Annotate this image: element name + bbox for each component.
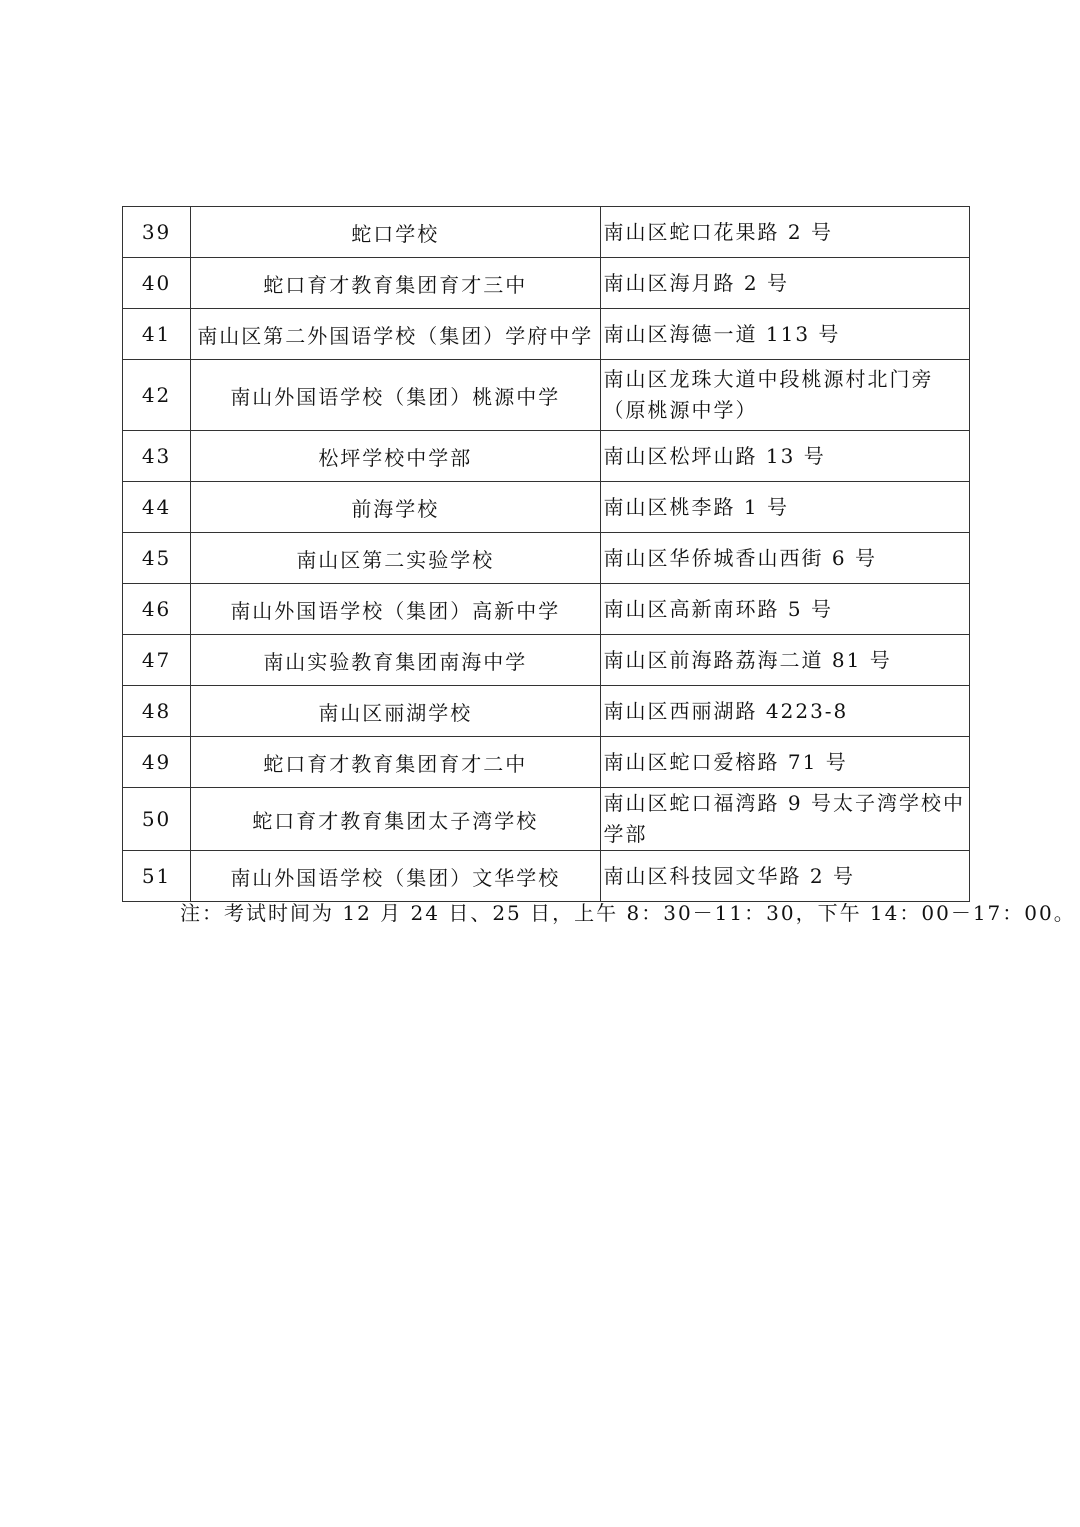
school-address: 南山区龙珠大道中段桃源村北门旁（原桃源中学）	[600, 360, 969, 431]
school-address: 南山区前海路荔海二道 81 号	[600, 635, 969, 686]
row-number: 51	[123, 851, 191, 902]
school-name: 前海学校	[191, 482, 600, 533]
school-address: 南山区科技园文华路 2 号	[600, 851, 969, 902]
row-number: 44	[123, 482, 191, 533]
row-number: 49	[123, 737, 191, 788]
school-address: 南山区蛇口爱榕路 71 号	[600, 737, 969, 788]
school-address: 南山区西丽湖路 4223-8	[600, 686, 969, 737]
school-address: 南山区海德一道 113 号	[600, 309, 969, 360]
table-row	[123, 635, 970, 686]
school-address: 南山区蛇口花果路 2 号	[600, 207, 969, 258]
table-row	[123, 482, 970, 533]
school-address: 南山区蛇口福湾路 9 号太子湾学校中学部	[600, 788, 969, 851]
school-address: 南山区高新南环路 5 号	[600, 584, 969, 635]
table-row	[123, 686, 970, 737]
table-row	[123, 360, 970, 431]
row-number: 39	[123, 207, 191, 258]
row-number: 40	[123, 258, 191, 309]
table-row	[123, 431, 970, 482]
table-row	[123, 533, 970, 584]
table-body	[123, 207, 970, 902]
school-name: 南山区丽湖学校	[191, 686, 600, 737]
school-name: 蛇口育才教育集团太子湾学校	[191, 788, 600, 851]
school-name: 蛇口育才教育集团育才三中	[191, 258, 600, 309]
table-row	[123, 584, 970, 635]
row-number: 48	[123, 686, 191, 737]
school-name: 南山区第二实验学校	[191, 533, 600, 584]
exam-sites-table	[122, 206, 970, 902]
exam-time-note: 注：考试时间为 12 月 24 日、25 日，上午 8：30－11：30，下午 14：00－17：00。	[180, 901, 1076, 925]
school-address: 南山区桃李路 1 号	[600, 482, 969, 533]
school-address: 南山区松坪山路 13 号	[600, 431, 969, 482]
school-address: 南山区海月路 2 号	[600, 258, 969, 309]
table-row	[123, 309, 970, 360]
row-number: 50	[123, 788, 191, 851]
table-row	[123, 851, 970, 902]
table-row	[123, 258, 970, 309]
school-name: 南山区第二外国语学校（集团）学府中学	[191, 309, 600, 360]
school-name: 南山外国语学校（集团）桃源中学	[191, 360, 600, 431]
school-name: 松坪学校中学部	[191, 431, 600, 482]
school-name: 蛇口育才教育集团育才二中	[191, 737, 600, 788]
school-name: 南山外国语学校（集团）文华学校	[191, 851, 600, 902]
row-number: 43	[123, 431, 191, 482]
school-address: 南山区华侨城香山西街 6 号	[600, 533, 969, 584]
table-row	[123, 737, 970, 788]
table-row	[123, 207, 970, 258]
school-name: 南山外国语学校（集团）高新中学	[191, 584, 600, 635]
row-number: 41	[123, 309, 191, 360]
row-number: 46	[123, 584, 191, 635]
school-name: 南山实验教育集团南海中学	[191, 635, 600, 686]
school-name: 蛇口学校	[191, 207, 600, 258]
table-row	[123, 788, 970, 851]
row-number: 47	[123, 635, 191, 686]
row-number: 45	[123, 533, 191, 584]
row-number: 42	[123, 360, 191, 431]
